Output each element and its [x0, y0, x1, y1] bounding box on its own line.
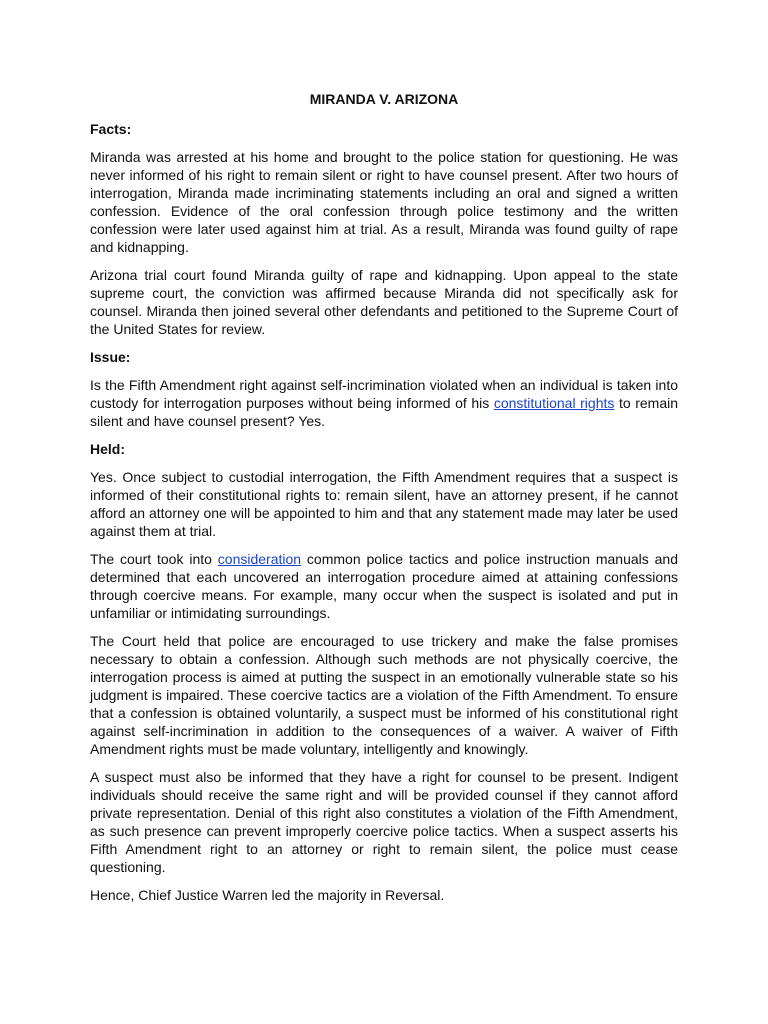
- page-title: MIRANDA V. ARIZONA: [309, 91, 459, 107]
- facts-paragraph-1: Miranda was arrested at his home and brought to the police station for questioning. He was never informed of his right to remain silent or right to have counsel present. After two hours of interrogation, Miranda made incriminating statements including an oral and signed a written confession. Evidence of the oral confession through police testimony and the written confession were later used against him at trial. As a result, Miranda was found guilty of rape and kidnapping.: [90, 149, 678, 255]
- issue-text-after: to remain silent and have counsel present? Yes.: [90, 395, 678, 429]
- held-paragraph-5: Hence, Chief Justice Warren led the majority in Reversal.: [90, 887, 445, 903]
- issue-heading: Issue:: [90, 349, 131, 365]
- held-p2-text-before: The court took into: [90, 551, 218, 567]
- held-paragraph-3: The Court held that police are encouraged to use trickery and make the false promises necessary to obtain a confession. Although such methods are not physically coercive, the interrogation process is aimed at putting the suspect in an emotionally vulnerable state so his judgment is impaired. These coercive tactics are a violation of the Fifth Amendment. To ensure that a confession is obtained voluntarily, a suspect must be informed of his constitutional right against self-incrimination in addition to the consequences of a waiver. A waiver of Fifth Amendment rights must be made voluntary, intelligently and knowingly.: [90, 633, 678, 757]
- held-heading: Held:: [90, 441, 125, 457]
- held-p2-text-after: common police tactics and police instruction manuals and determined that each uncovered an interrogation procedure aimed at attaining confessions through coercive means. For example, many occur when the suspect is isolated and put in unfamiliar or intimidating surroundings.: [90, 551, 679, 621]
- facts-paragraph-2: Arizona trial court found Miranda guilty of rape and kidnapping. Upon appeal to the state supreme court, the conviction was affirmed because Miranda did not specifically ask for counsel. Miranda then joined several other defendants and petitioned to the Supreme Court of the United States for review.: [90, 267, 678, 337]
- held-paragraph-2: [90, 550, 678, 622]
- issue-text-before: Is the Fifth Amendment right against self-incrimination violated when an individual is taken into custody for interrogation purposes without being informed of his: [90, 377, 678, 411]
- held-paragraph-4: A suspect must also be informed that they have a right for counsel to be present. Indigent individuals should receive the same right and will be provided counsel if they cannot afford private representation. Denial of this right also constitutes a violation of the Fifth Amendment, as such presence can prevent improperly coercive police tactics. When a suspect asserts his Fifth Amendment right to an attorney or right to remain silent, the police must cease questioning.: [90, 769, 678, 875]
- held-paragraph-1: Yes. Once subject to custodial interrogation, the Fifth Amendment requires that a suspect is informed of their constitutional rights to: remain silent, have an attorney present, if he cannot afford an attorney one will be appointed to him and that any statement made may later be used against them at trial.: [90, 469, 678, 539]
- consideration-link[interactable]: consideration: [217, 551, 302, 567]
- constitutional-rights-link[interactable]: constitutional rights: [493, 395, 615, 411]
- facts-heading: Facts:: [90, 121, 132, 137]
- issue-paragraph: [90, 376, 678, 430]
